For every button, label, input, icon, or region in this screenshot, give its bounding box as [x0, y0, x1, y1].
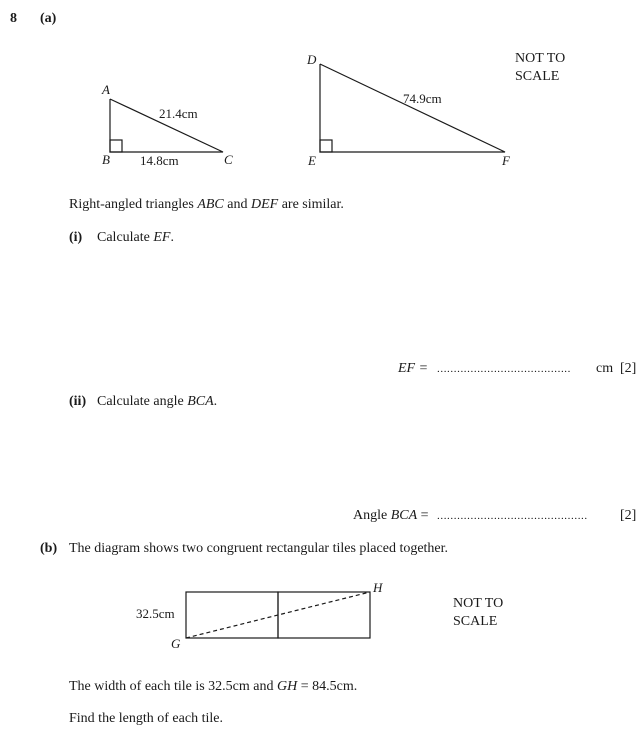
- triangle-def: [320, 64, 505, 152]
- part-i-answer-line[interactable]: ........................................: [437, 363, 571, 375]
- part-i-label: (i): [69, 230, 83, 245]
- part-ii-label: (ii): [69, 394, 87, 409]
- part-i-unit: cm: [596, 361, 614, 376]
- vertex-b: B: [102, 152, 110, 167]
- part-ii-prompt: Calculate angle BCA.: [97, 394, 218, 409]
- part-i-prompt: Calculate EF.: [97, 230, 174, 245]
- not-to-scale-b-line2: SCALE: [453, 614, 498, 629]
- part-b-info: The width of each tile is 32.5cm and GH = 84.5cm.: [69, 679, 358, 694]
- tile-width-label: 32.5cm: [136, 606, 175, 621]
- part-b-find: Find the length of each tile.: [69, 711, 223, 726]
- right-angle-b: [110, 140, 122, 152]
- vertex-f: F: [502, 153, 510, 168]
- part-ii-answer-line[interactable]: .............................................: [437, 510, 588, 522]
- part-b-label: (b): [40, 541, 58, 556]
- vertex-d: D: [307, 52, 317, 67]
- vertex-e: E: [308, 153, 316, 168]
- part-i-answer-lhs: EF =: [398, 361, 429, 376]
- question-number: 8: [10, 11, 17, 26]
- tile-right: [278, 592, 370, 638]
- abc-base-label: 14.8cm: [140, 153, 179, 168]
- part-b-text: The diagram shows two congruent rectangular tiles placed together.: [69, 541, 449, 556]
- abc-hypotenuse-label: 21.4cm: [159, 106, 198, 121]
- def-hypotenuse-label: 74.9cm: [403, 91, 442, 106]
- part-i-marks: [2]: [620, 361, 637, 376]
- part-a-label: (a): [40, 11, 57, 26]
- not-to-scale-a-line2: SCALE: [515, 69, 560, 84]
- vertex-a: A: [102, 82, 110, 97]
- part-ii-answer-lhs: Angle BCA =: [353, 508, 429, 523]
- not-to-scale-a-line1: NOT TO: [515, 51, 566, 66]
- not-to-scale-b-line1: NOT TO: [453, 596, 504, 611]
- similar-statement: Right-angled triangles ABC and DEF are similar.: [69, 197, 344, 212]
- tile-left: [186, 592, 278, 638]
- right-angle-e: [320, 140, 332, 152]
- vertex-g: G: [171, 636, 181, 651]
- part-ii-marks: [2]: [620, 508, 637, 523]
- vertex-h: H: [373, 580, 383, 595]
- vertex-c: C: [224, 152, 233, 167]
